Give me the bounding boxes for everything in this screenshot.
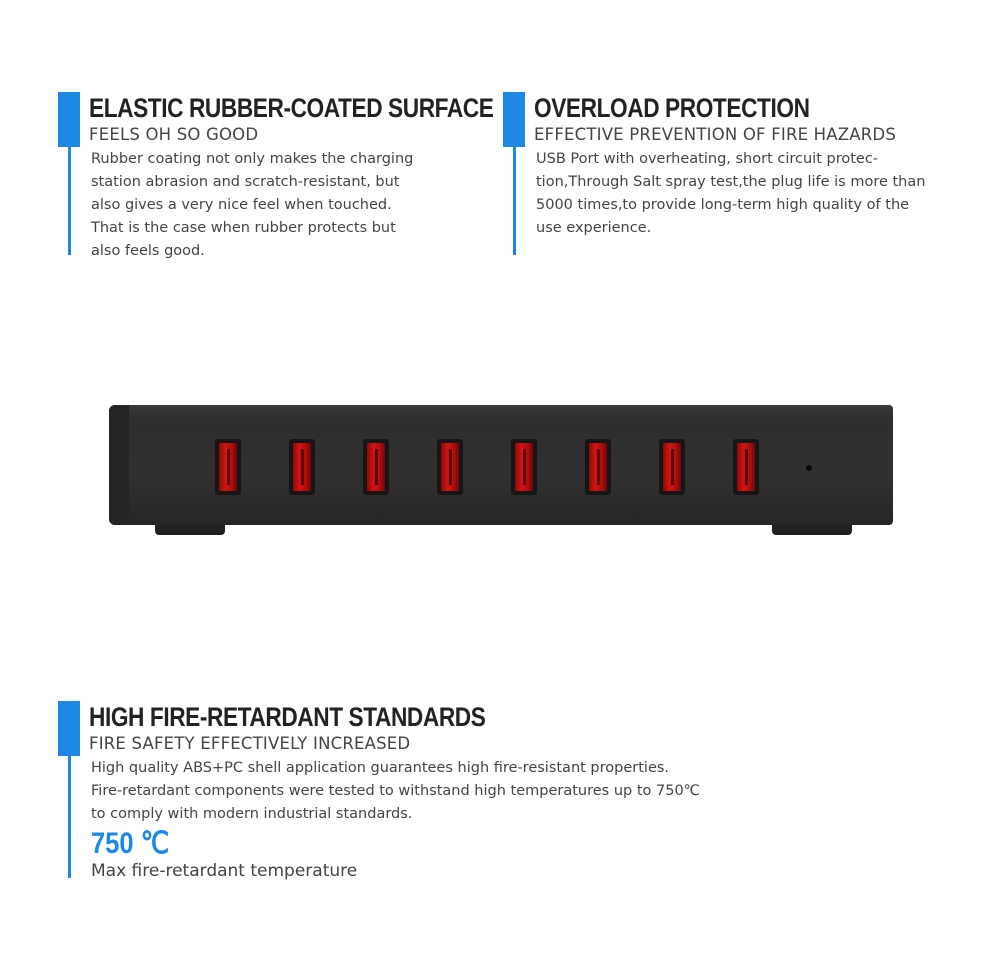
usb-port <box>215 439 241 495</box>
feature-overload-protection <box>503 92 973 262</box>
body-line: use experience. <box>536 220 652 236</box>
temperature-stat-value: 750 ℃ <box>91 827 170 860</box>
station-body <box>109 405 893 525</box>
feature-subheading: FEELS OH SO GOOD <box>89 125 259 144</box>
accent-line <box>513 147 516 255</box>
feature-subheading: FIRE SAFETY EFFECTIVELY INCREASED <box>89 734 411 753</box>
usb-port <box>511 439 537 495</box>
body-line: That is the case when rubber protects but <box>91 220 396 236</box>
charging-station-image <box>100 395 910 545</box>
body-line: also gives a very nice feel when touched. <box>91 197 392 213</box>
feature-rubber-surface <box>58 92 494 262</box>
body-line: station abrasion and scratch-resistant, but <box>91 174 400 190</box>
body-line: USB Port with overheating, short circuit protec- <box>536 151 879 167</box>
accent-block <box>58 701 80 756</box>
accent-line <box>68 756 71 878</box>
usb-port <box>437 439 463 495</box>
accent-block <box>58 92 80 147</box>
status-led <box>806 465 812 471</box>
body-line: also feels good. <box>91 243 205 259</box>
accent-line <box>68 147 71 255</box>
temperature-stat-label: Max fire-retardant temperature <box>91 861 358 881</box>
feature-body <box>91 757 700 826</box>
feature-heading: HIGH FIRE-RETARDANT STANDARDS <box>89 702 486 732</box>
body-line: tion,Through Salt spray test,the plug life is more than <box>536 174 926 190</box>
feature-body <box>536 148 925 240</box>
station-edge <box>109 405 129 525</box>
usb-port <box>659 439 685 495</box>
usb-port <box>289 439 315 495</box>
body-line: High quality ABS+PC shell application guarantees high fire-resistant properties. <box>91 760 670 776</box>
usb-port <box>733 439 759 495</box>
feature-heading: OVERLOAD PROTECTION <box>534 93 810 123</box>
body-line: to comply with modern industrial standards. <box>91 806 413 822</box>
feature-fire-retardant <box>58 701 758 886</box>
body-line: Fire-retardant components were tested to withstand high temperatures up to 750℃ <box>91 783 700 799</box>
feature-body <box>91 148 413 263</box>
accent-block <box>503 92 525 147</box>
body-line: 5000 times,to provide long-term high quality of the <box>536 197 910 213</box>
usb-port <box>363 439 389 495</box>
feature-heading: ELASTIC RUBBER-COATED SURFACE <box>89 93 494 123</box>
usb-port <box>585 439 611 495</box>
body-line: Rubber coating not only makes the charging <box>91 151 414 167</box>
usb-port-row <box>215 439 775 499</box>
feature-subheading: EFFECTIVE PREVENTION OF FIRE HAZARDS <box>534 125 897 144</box>
